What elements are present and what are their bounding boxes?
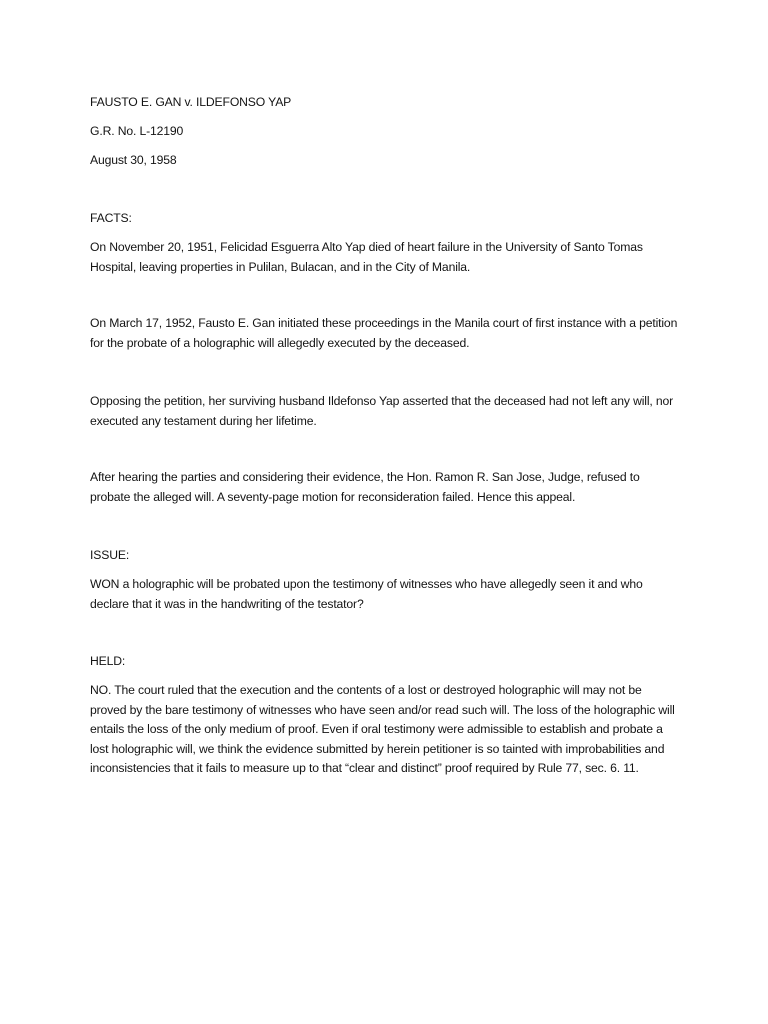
facts-heading: FACTS:	[90, 211, 132, 225]
held-body: NO. The court ruled that the execution and the contents of a lost or destroyed holographic will may not be proved by the bare testimony of witnesses who have seen and/or read such will. The loss of the holographic will entails the loss of the only medium of proof. Even if oral testimony were admissible to establish and probate a lost holographic will, we think the evidence submitted by herein petitioner is so tainted with improbabilities and inconsistencies that it fails to measure up to that “clear and distinct” proof required by Rule 77, sec. 6. 11.	[90, 683, 675, 775]
facts-paragraph: Opposing the petition, her surviving husband Ildefonso Yap asserted that the deceased had not left any will, nor executed any testament during her lifetime.	[90, 394, 674, 428]
facts-paragraph: On November 20, 1951, Felicidad Esguerra Alto Yap died of heart failure in the University of Santo Tomas Hospital, leaving properties in Pulilan, Bulacan, and in the City of Manila.	[90, 240, 643, 274]
case-title: FAUSTO E. GAN v. ILDEFONSO YAP	[90, 95, 292, 109]
case-number: G.R. No. L-12190	[90, 124, 184, 138]
issue-question: WON a holographic will be probated upon the testimony of witnesses who have allegedly seen it and who declare that it was in the handwriting of the testator?	[90, 577, 643, 611]
held-heading: HELD:	[90, 654, 126, 668]
facts-paragraph: On March 17, 1952, Fausto E. Gan initiated these proceedings in the Manila court of first instance with a petition for the probate of a holographic will allegedly executed by the deceased.	[90, 316, 678, 350]
issue-heading: ISSUE:	[90, 548, 130, 562]
facts-paragraph: After hearing the parties and considering their evidence, the Hon. Ramon R. San Jose, Judge, refused to probate the alleged will. A seventy-page motion for reconsideration failed. Hence this appeal.	[90, 470, 640, 504]
case-date: August 30, 1958	[90, 153, 177, 167]
